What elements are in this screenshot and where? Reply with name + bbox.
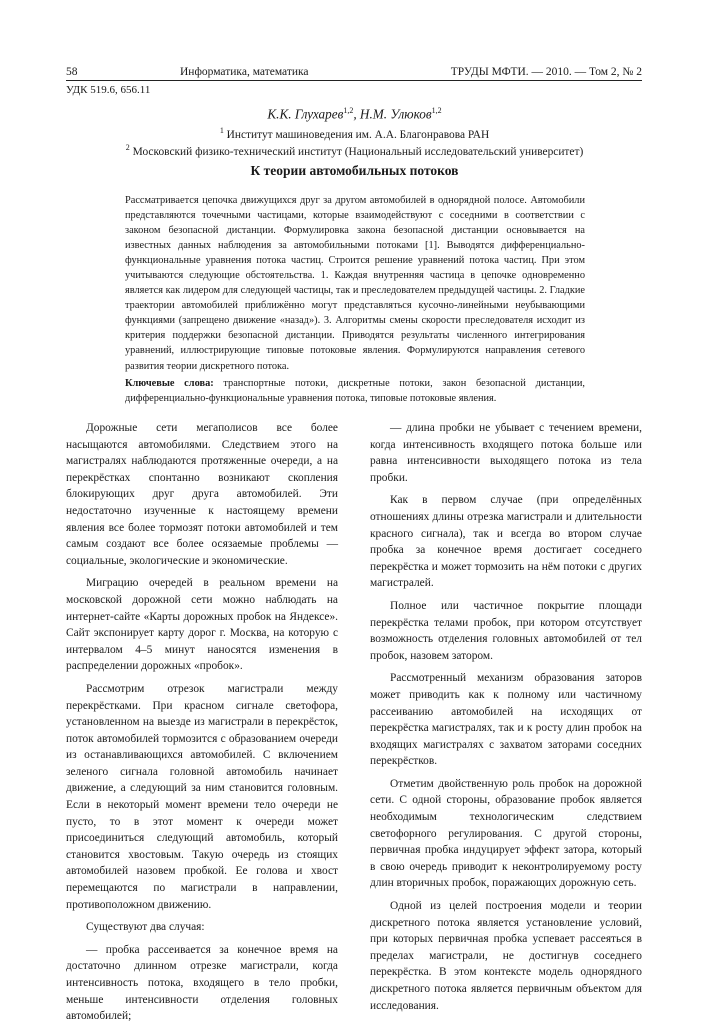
keywords-label: Ключевые слова: bbox=[125, 378, 214, 389]
paragraph: — длина пробки не убывает с течением времени, когда интенсивность входящего потока больше или равна интенсивности выходящего потока из тела пробки. bbox=[370, 422, 642, 484]
paragraph: Миграцию очередей в реальном времени на московской дорожной сети можно наблюдать на интернет-сайте «Карты дорожных пробок на Яндексе». Сайт экспонирует карту дорог г. Москва, на которую с интервалом 4–5 минут наносятся изменения в распределении дорожных «пробок». bbox=[66, 577, 338, 673]
author-1-affil: 1,2 bbox=[343, 106, 354, 115]
affiliation-2-text: Московский физико-технический институт (Национальный исследовательский университет) bbox=[132, 145, 584, 158]
page-number: 58 bbox=[66, 66, 78, 78]
affiliation-1-number: 1 bbox=[219, 126, 224, 135]
header-rule bbox=[66, 80, 642, 81]
paragraph: Одной из целей построения модели и теории дискретного потока является установление условий, при которых первичная пробка успевает рассеяться в пределах магистрали, не достигнув соседнего перекрёстка. В этом контексте модель однорядного дискретного потока является первичным объектом для исследования. bbox=[370, 900, 642, 1012]
paragraph: Дорожные сети мегаполисов все более насыщаются автомобилями. Следствием этого на магистралях наблюдаются протяженные очереди, а на перекрёстках спонтанно возникают скопления блокирующих друг друга автомобилей. Эти недостаточно изученные к настоящему времени явления все более тормозят потоки автомобилей и тем самым создают все более осязаемые проблемы — социальные, экологические и экономические. bbox=[66, 422, 338, 567]
affiliation-1 bbox=[0, 126, 709, 141]
keywords-text: транспортные потоки, дискретные потоки, закон безопасной дистанции, дифференциально-функциональные уравнения потока, типовые потоковые явления. bbox=[125, 378, 585, 405]
paragraph: Как в первом случае (при определённых отношениях длины отрезка магистрали и длительности красного сигнала), так и всегда во втором случае пробка за конечное время достигает соседнего перекрёстка и может тормозить на нём потоки с других магистралей. bbox=[370, 494, 642, 590]
paragraph: Существуют два случая: bbox=[86, 921, 205, 934]
author-2-affil: 1,2 bbox=[431, 106, 442, 115]
section-name: Информатика, математика bbox=[180, 66, 309, 78]
paragraph: Полное или частичное покрытие площади перекрёстка телами пробок, при котором отсутствует возможность отделения головных автомобилей от тел пробок, назовем затором. bbox=[370, 599, 642, 662]
author-1: К.К. Глухарев bbox=[267, 106, 344, 122]
journal-name: ТРУДЫ МФТИ. — 2010. — Том 2, № 2 bbox=[450, 66, 642, 78]
paragraph: Рассмотренный механизм образования заторов может приводить как к полному или частичному рассеиванию автомобилей на исходящих от перекрёстка магистралях, так и к росту длин пробок на входящих магистралях с захватом заторами соседних перекрёстков. bbox=[370, 672, 642, 768]
affiliation-2 bbox=[0, 143, 709, 158]
affiliation-2-number: 2 bbox=[125, 143, 130, 152]
authors-line bbox=[0, 106, 709, 122]
left-column bbox=[66, 420, 338, 1031]
abstract: Рассматривается цепочка движущихся друг за другом автомобилей в однорядной полосе. Автомобили представляются точечными частицами, которые взаимодействуют с соседними в соответствии с законом безопасной дистанции. Формулировка закона безопасной дистанции основывается на известных данных наблюдения за автомобильными потоками [1]. Выводятся дифференциально-функциональные уравнения потока частиц. Строится решение уравнений потока частиц. При этом учитываются следующие обстоятельства. 1. Каждая внутренняя частица в цепочке одновременно является как лидером для следующей частицы, так и преследователем предыдущей частицы. 2. Гладкие траектории автомобилей приближённо могут представляться кусочно-линейными неубывающими функциями (запрещено движение «назад»). 3. Алгоритмы смены скорости преследователя исходит из критерия поддержки безопасной дистанции. Приводятся результаты численного интегрирования уравнений, иллюстрирующие типовые потоковые явления. Формулируются направления сетевого развития теории дискретного потока. bbox=[125, 195, 585, 372]
keywords bbox=[125, 376, 585, 406]
right-column bbox=[370, 420, 642, 1020]
paragraph: Рассмотрим отрезок магистрали между перекрёстками. При красном сигнале светофора, установленном на выезде из магистрали в перекрёсток, поток автомобилей тормозится с образованием очереди из останавливающихся автомобилей. С включением зеленого сигнала головной автомобиль начинает движение, а следующий за ним становится головным. Если в некоторый момент времени тело очереди не пусто, то в этот момент к очереди может присоединиться следующий автомобиль, который становится хвостовым. Такую очередь из стоящих автомобилей назовем пробкой. Ее голова и хвост перемещаются по магистрали в направлении, противоположном движению. bbox=[66, 682, 338, 911]
paragraph: Отметим двойственную роль пробок на дорожной сети. С одной стороны, образование пробок является необходимым технологическим следствием светофорного регулирования. С другой стороны, первичная пробка индуцирует эффект затора, который в свою очередь приводит к неконтролируемому росту длин вторичных пробок, поражающих дорожную сеть. bbox=[370, 777, 642, 890]
authors-separator: , bbox=[353, 106, 360, 122]
udk-code: УДК 519.6, 656.11 bbox=[66, 84, 151, 96]
paragraph: — пробка рассеивается за конечное время на достаточно длинном отрезке магистрали, когда интенсивность потока, входящего в тело пробки, меньше интенсивности отделения головных автомобилей; bbox=[66, 943, 338, 1023]
paper-title: К теории автомобильных потоков bbox=[250, 163, 459, 178]
author-2: Н.М. Улюков bbox=[359, 106, 432, 122]
affiliation-1-text: Институт машиноведения им. А.А. Благонравова РАН bbox=[226, 128, 490, 141]
